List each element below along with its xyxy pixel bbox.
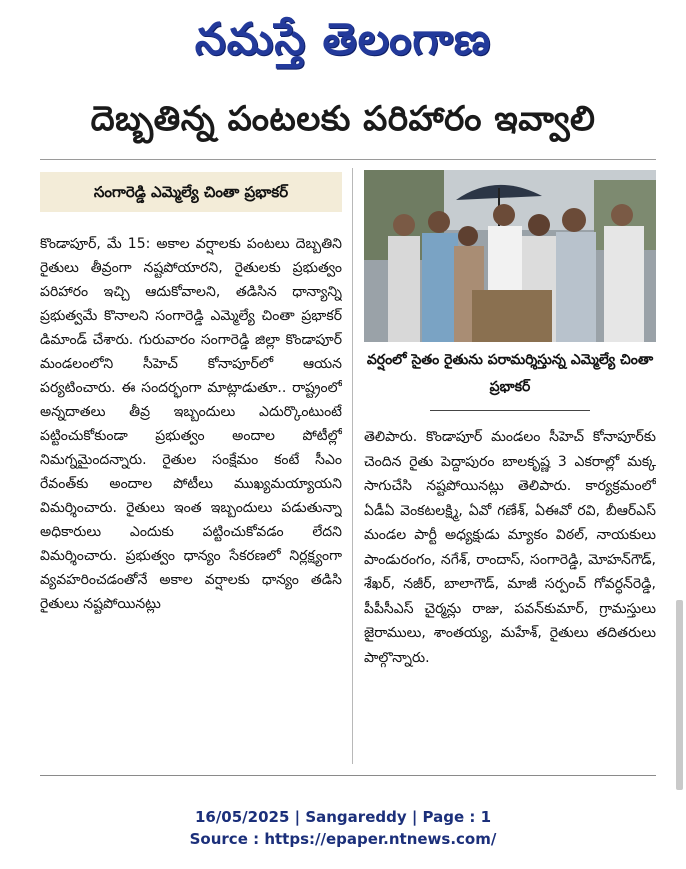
footer-date-edition: 16/05/2025 | Sangareddy | Page : 1 (194, 808, 492, 826)
article-bottom-divider (40, 775, 656, 776)
masthead-title: నమస్తే తెలంగాణ (194, 14, 492, 65)
caption-divider (430, 410, 590, 411)
article-body-right-column: తెలిపారు. కొండాపూర్ మండలం సీహెచ్ కోనాపూర్‌కు చెందిన రైతు పెద్దాపురం బాలకృష్ణ 3 ఎకరాల్లో మక్క సాగుచేసి నష్టపోయినట్లు తెలిపారు. కార్యక్రమంలో ఏడీఏ వెంకటలక్ష్మి, ఏవో గణేశ్, ఏఈవో రవి, బీఆర్ఎస్ మండల పార్టీ అధ్యక్షుడు మ్యాకం విఠల్, నాయకులు పాండురంగం, నగేశ్, రాందాస్, సంగారెడ్డి, మోహన్‌గౌడ్, శేఖర్, నజీర్, బాలాగౌడ్, మాజీ సర్పంచ్ గోవర్ధన్‌రెడ్డి, పీపీసీఎస్ చైర్మన్లు రాజు, పవన్‌కుమార్, గ్రామస్తులు జైరాములు, శాంతయ్య, మహేశ్, రైతులు తదితరులు పాల్గొన్నారు. (364, 429, 656, 666)
footer-source-link[interactable]: Source : https://epaper.ntnews.com/ (189, 830, 497, 848)
article-headline: దెబ్బతిన్న పంటలకు పరిహారం ఇవ్వాలి (90, 99, 596, 139)
article-byline: సంగారెడ్డి ఎమ్మెల్యే చింతా ప్రభాకర్ (40, 172, 342, 212)
headline-divider (40, 159, 656, 160)
photo-caption: వర్షంలో సైతం రైతును పరామర్శిస్తున్న ఎమ్మెల్యే చింతా ప్రభాకర్ (366, 352, 654, 395)
article-body-left-column: కొండాపూర్, మే 15: అకాల వర్షాలకు పంటలు దెబ్బతిని రైతులు తీవ్రంగా నష్టపోయారని, రైతులకు ప్రభుత్వం పరిహారం ఇచ్చి ఆదుకోవాలని, తడిసిన ధాన్యాన్ని ప్రభుత్వమే కొనాలని సంగారెడ్డి ఎమ్మెల్యే చింతా ప్రభాకర్ డిమాండ్ చేశారు. గురువారం సంగారెడ్డి జిల్లా కొండాపూర్ మండలంలోని సీహెచ్ కోనాపూర్‌లో ఆయన పర్యటించారు. ఈ సందర్భంగా మాట్లాడుతూ.. రాష్ట్రంలో అన్నదాతలు తీవ్ర ఇబ్బందులు ఎదుర్కొంటుంటే పట్టించుకోకుండా ప్రభుత్వం అందాల పోటీల్లో నిమగ్నమైందన్నారు. రైతుల సంక్షేమం కంటే సీఎం రేవంత్‌కు అందాల పోటీలు ముఖ్యమయ్యాయని విమర్శించారు. రైతులు ఇంత ఇబ్బందులు పడుతున్నా అధికారులు ఎందుకు పట్టించుకోవడం లేదని విమర్శించారు. ప్రభుత్వం ధాన్యం సేకరణలో నిర్లక్ష్యంగా వ్యవహరించడంతోనే అకాల వర్షాలకు ధాన్యం తడిసి రైతులు నష్టపోయినట్లు (40, 236, 342, 612)
newspaper-masthead (0, 8, 686, 74)
news-photo-illustration (364, 170, 656, 342)
vertical-scrollbar[interactable] (676, 600, 683, 790)
news-photo (364, 170, 656, 342)
page-footer (0, 806, 686, 850)
column-divider (352, 168, 353, 764)
